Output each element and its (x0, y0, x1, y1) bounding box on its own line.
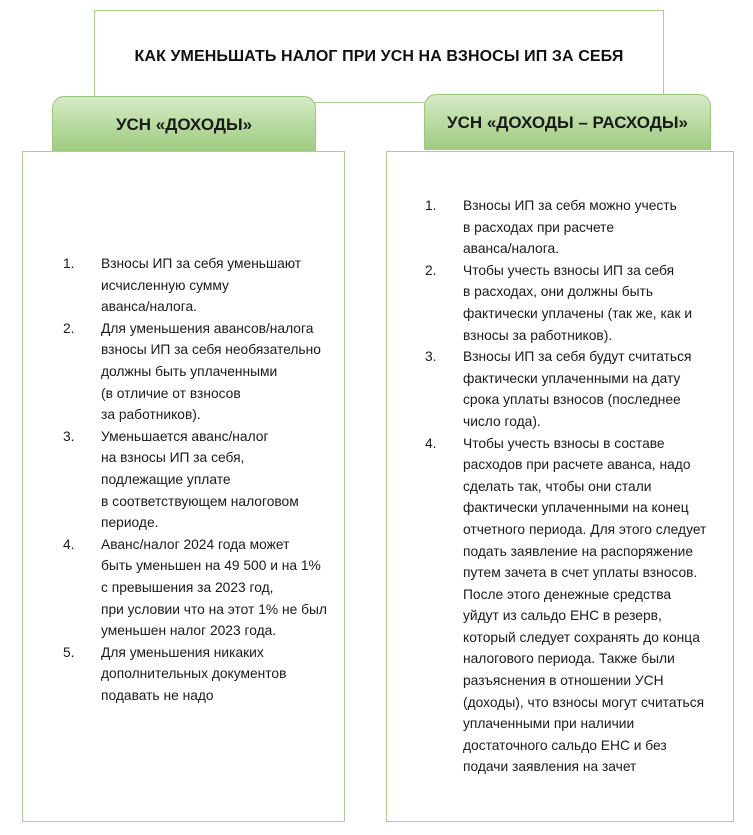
list-item (63, 534, 343, 642)
list-usn-income (63, 253, 343, 706)
item-text: Для уменьшения авансов/налога взносы ИП за себя необязательно должны быть уплаченными (в отличие от взносов за работников). (101, 320, 321, 423)
diagram-title: КАК УМЕНЬШАТЬ НАЛОГ ПРИ УСН НА ВЗНОСЫ ИП ЗА СЕБЯ (94, 10, 664, 103)
item-text: Уменьшается аванс/налог на взносы ИП за себя, подлежащие уплате в соответствующем налоговом периоде. (101, 428, 299, 531)
item-text: Чтобы учесть взносы в составе расходов при расчете аванса, надо сделать так, чтобы они стали фактически уплаченными на конец отчетного периода. Для этого следует подать заявление на распоряжение путем зачета в счет уплаты взносов. После этого денежные средства уйдут из сальдо ЕНС в резерв, который следует сохранять до конца налогового периода. Также были разъяснения в отношении УСН (доходы), что взносы могут считаться уплаченными при наличии достаточного сальдо ЕНС и без подачи заявления на зачет (463, 435, 707, 775)
list-usn-income-expenses (425, 195, 733, 778)
item-number: 5. (63, 644, 75, 660)
item-number: 3. (425, 349, 437, 365)
list-item (63, 642, 343, 707)
item-text: Взносы ИП за себя можно учесть в расходах при расчете аванса/налога. (463, 198, 677, 257)
item-number: 4. (63, 536, 75, 552)
list-item (63, 253, 343, 318)
item-text: Для уменьшения никаких дополнительных документов подавать не надо (101, 644, 287, 703)
list-item (425, 195, 733, 260)
item-number: 3. (63, 428, 75, 444)
list-item (425, 346, 733, 432)
header-usn-income: УСН «ДОХОДЫ» (52, 96, 316, 152)
header-usn-income-expenses: УСН «ДОХОДЫ – РАСХОДЫ» (424, 94, 711, 150)
item-number: 4. (425, 435, 437, 451)
panel-usn-income (22, 151, 345, 822)
list-item (425, 260, 733, 346)
item-number: 2. (425, 262, 437, 278)
item-text: Взносы ИП за себя уменьшают исчисленную сумму аванса/налога. (101, 256, 302, 315)
list-item (425, 433, 733, 779)
list-item (63, 318, 343, 426)
item-number: 1. (425, 198, 437, 213)
list-item (63, 426, 343, 534)
item-number: 2. (63, 320, 75, 336)
item-text: Аванс/налог 2024 года может быть уменьшен на 49 500 и на 1% с превышения за 2023 год, при условии что на этот 1% не был уменьшен налог 2023 года. (101, 536, 327, 639)
item-text: Взносы ИП за себя будут считаться фактически уплаченными на дату срока уплаты взносов (последнее число года). (463, 349, 692, 429)
panel-usn-income-expenses (386, 151, 734, 822)
item-text: Чтобы учесть взносы ИП за себя в расходах, они должны быть фактически уплачены (так же, как и взносы за работников). (463, 262, 693, 343)
item-number: 1. (63, 256, 75, 271)
